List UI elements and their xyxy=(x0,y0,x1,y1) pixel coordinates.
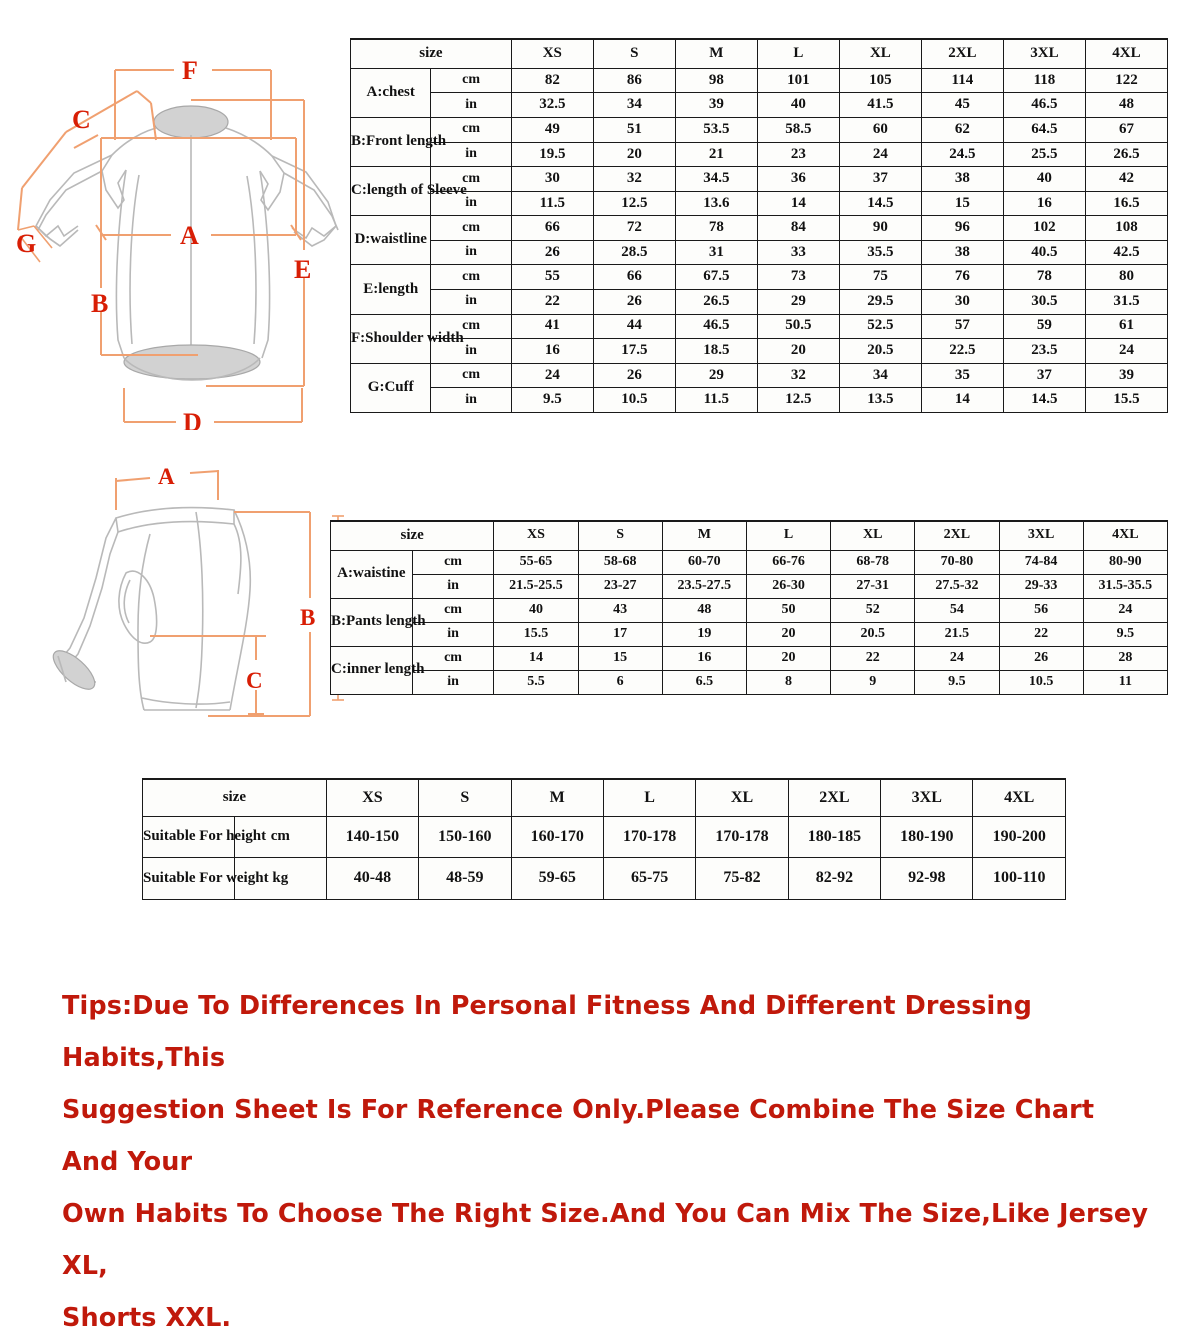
cell: 70-80 xyxy=(915,550,999,574)
cell: 32 xyxy=(757,363,839,388)
cell: 16.5 xyxy=(1085,191,1167,216)
cell: 43 xyxy=(578,598,662,622)
cell: 64.5 xyxy=(1003,118,1085,143)
shorts-letter-C: C xyxy=(246,668,263,693)
cell: 29-33 xyxy=(999,574,1083,598)
jersey-measurement-diagram xyxy=(6,40,351,430)
unit-in: in xyxy=(431,93,511,118)
cell: 45 xyxy=(921,93,1003,118)
cell: 24 xyxy=(511,363,593,388)
jersey-col-M: M xyxy=(675,39,757,68)
cell: 48 xyxy=(1085,93,1167,118)
table-row xyxy=(331,598,1168,622)
cell: 13.6 xyxy=(675,191,757,216)
cell: 16 xyxy=(511,339,593,364)
cell: 20.5 xyxy=(839,339,921,364)
cell: 108 xyxy=(1085,216,1167,241)
unit-in: in xyxy=(412,574,494,598)
cell: 90 xyxy=(839,216,921,241)
cell: 150-160 xyxy=(419,816,511,858)
cell: 26 xyxy=(593,289,675,314)
unit-kg: kg xyxy=(234,858,326,900)
table-header-row xyxy=(143,779,1066,816)
unit-in: in xyxy=(431,142,511,167)
cell: 67.5 xyxy=(675,265,757,290)
cell: 170-178 xyxy=(603,816,695,858)
table-row xyxy=(351,240,1168,265)
cell: 37 xyxy=(1003,363,1085,388)
table-header-row xyxy=(351,39,1168,68)
unit-cm: cm xyxy=(412,550,494,574)
table-row xyxy=(351,167,1168,192)
cell: 58.5 xyxy=(757,118,839,143)
cell: 57 xyxy=(921,314,1003,339)
cell: 40-48 xyxy=(326,858,418,900)
cell: 180-190 xyxy=(881,816,973,858)
cell: 20.5 xyxy=(831,622,915,646)
table-header-row xyxy=(331,521,1168,550)
unit-cm: cm xyxy=(412,646,494,670)
cell: 42 xyxy=(1085,167,1167,192)
cell: 22.5 xyxy=(921,339,1003,364)
shorts-row-label-1: B:Pants length xyxy=(331,598,413,646)
tips-line-2: Suggestion Sheet Is For Reference Only.Please Combine The Size Chart And Your xyxy=(62,1095,1095,1177)
cell: 82 xyxy=(511,68,593,93)
cell: 20 xyxy=(746,622,830,646)
unit-cm: cm xyxy=(412,598,494,622)
cell: 78 xyxy=(1003,265,1085,290)
guide-E xyxy=(191,100,304,386)
cell: 48 xyxy=(662,598,746,622)
cell: 68-78 xyxy=(831,550,915,574)
jersey-diagram-svg xyxy=(6,40,351,430)
cell: 24.5 xyxy=(921,142,1003,167)
cell: 25.5 xyxy=(1003,142,1085,167)
cell: 15.5 xyxy=(1085,388,1167,413)
cell: 38 xyxy=(921,240,1003,265)
cell: 37 xyxy=(839,167,921,192)
cell: 18.5 xyxy=(675,339,757,364)
cell: 22 xyxy=(511,289,593,314)
cell: 54 xyxy=(915,598,999,622)
jersey-row-label-6: G:Cuff xyxy=(351,363,431,412)
unit-in: in xyxy=(431,388,511,413)
cell: 49 xyxy=(511,118,593,143)
cell: 58-68 xyxy=(578,550,662,574)
tips-line-1: Tips:Due To Differences In Personal Fitness And Different Dressing Habits,This xyxy=(62,991,1032,1073)
cell: 6.5 xyxy=(662,670,746,694)
cell: 53.5 xyxy=(675,118,757,143)
cell: 14 xyxy=(494,646,578,670)
cell: 55 xyxy=(511,265,593,290)
body-size-header: size xyxy=(143,779,327,816)
shorts-col-XS: XS xyxy=(494,521,578,550)
cell: 5.5 xyxy=(494,670,578,694)
cell: 122 xyxy=(1085,68,1167,93)
jersey-col-S: S xyxy=(593,39,675,68)
cell: 65-75 xyxy=(603,858,695,900)
cell: 74-84 xyxy=(999,550,1083,574)
cell: 66-76 xyxy=(746,550,830,574)
cell: 80 xyxy=(1085,265,1167,290)
cell: 51 xyxy=(593,118,675,143)
shorts-size-table xyxy=(330,520,1168,695)
cell: 14.5 xyxy=(839,191,921,216)
cell: 26-30 xyxy=(746,574,830,598)
cell: 56 xyxy=(999,598,1083,622)
cell: 118 xyxy=(1003,68,1085,93)
cell: 16 xyxy=(662,646,746,670)
cell: 46.5 xyxy=(1003,93,1085,118)
cell: 17.5 xyxy=(593,339,675,364)
cell: 14.5 xyxy=(1003,388,1085,413)
cell: 40 xyxy=(494,598,578,622)
cell: 36 xyxy=(757,167,839,192)
table-row xyxy=(351,118,1168,143)
cell: 78 xyxy=(675,216,757,241)
cell: 40.5 xyxy=(1003,240,1085,265)
cell: 32.5 xyxy=(511,93,593,118)
unit-cm: cm xyxy=(431,363,511,388)
table-row xyxy=(351,191,1168,216)
shorts-size-header: size xyxy=(331,521,494,550)
cell: 14 xyxy=(757,191,839,216)
table-row xyxy=(351,93,1168,118)
cell: 9 xyxy=(831,670,915,694)
cell: 180-185 xyxy=(788,816,880,858)
cell: 114 xyxy=(921,68,1003,93)
cell: 66 xyxy=(511,216,593,241)
guide-B xyxy=(208,512,344,716)
unit-cm: cm xyxy=(431,265,511,290)
jersey-col-XS: XS xyxy=(511,39,593,68)
cell: 20 xyxy=(593,142,675,167)
body-col-2XL: 2XL xyxy=(788,779,880,816)
cell: 82-92 xyxy=(788,858,880,900)
cell: 9.5 xyxy=(511,388,593,413)
cell: 20 xyxy=(757,339,839,364)
cell: 16 xyxy=(1003,191,1085,216)
body-row-label-height: Suitable For height xyxy=(143,816,235,858)
cell: 10.5 xyxy=(999,670,1083,694)
cell: 26.5 xyxy=(675,289,757,314)
cell: 15 xyxy=(921,191,1003,216)
cell: 50 xyxy=(746,598,830,622)
cell: 31 xyxy=(675,240,757,265)
cell: 11.5 xyxy=(675,388,757,413)
cell: 31.5-35.5 xyxy=(1083,574,1167,598)
cell: 33 xyxy=(757,240,839,265)
unit-in: in xyxy=(431,289,511,314)
guide-B xyxy=(101,235,198,355)
body-col-L: L xyxy=(603,779,695,816)
cell: 52 xyxy=(831,598,915,622)
table-row xyxy=(351,216,1168,241)
cell: 9.5 xyxy=(915,670,999,694)
shorts-col-XL: XL xyxy=(831,521,915,550)
cell: 28.5 xyxy=(593,240,675,265)
jersey-letter-D: D xyxy=(183,408,202,430)
table-row xyxy=(351,314,1168,339)
guide-D xyxy=(124,388,302,422)
cell: 12.5 xyxy=(593,191,675,216)
cell: 46.5 xyxy=(675,314,757,339)
cell: 31.5 xyxy=(1085,289,1167,314)
cell: 19 xyxy=(662,622,746,646)
unit-in: in xyxy=(431,191,511,216)
table-row xyxy=(331,550,1168,574)
cell: 23.5-27.5 xyxy=(662,574,746,598)
cell: 8 xyxy=(746,670,830,694)
cell: 21 xyxy=(675,142,757,167)
cell: 29 xyxy=(757,289,839,314)
cell: 26.5 xyxy=(1085,142,1167,167)
cell: 10.5 xyxy=(593,388,675,413)
cell: 15 xyxy=(578,646,662,670)
cell: 11 xyxy=(1083,670,1167,694)
cell: 13.5 xyxy=(839,388,921,413)
shorts-col-3XL: 3XL xyxy=(999,521,1083,550)
table-row xyxy=(143,816,1066,858)
cell: 41.5 xyxy=(839,93,921,118)
unit-cm: cm xyxy=(431,314,511,339)
cell: 30 xyxy=(921,289,1003,314)
unit-in: in xyxy=(412,622,494,646)
cell: 26 xyxy=(999,646,1083,670)
body-col-M: M xyxy=(511,779,603,816)
cell: 19.5 xyxy=(511,142,593,167)
jersey-letter-A: A xyxy=(180,221,199,250)
table-row xyxy=(351,68,1168,93)
shorts-row-label-2: C:inner length xyxy=(331,646,413,694)
cell: 23 xyxy=(757,142,839,167)
table-row xyxy=(351,339,1168,364)
cell: 21.5 xyxy=(915,622,999,646)
unit-cm: cm xyxy=(431,118,511,143)
shorts-diagram-svg xyxy=(38,448,348,743)
cell: 9.5 xyxy=(1083,622,1167,646)
jersey-letter-E: E xyxy=(294,255,312,284)
cell: 76 xyxy=(921,265,1003,290)
jersey-letter-G: G xyxy=(16,229,37,258)
cell: 61 xyxy=(1085,314,1167,339)
table-row xyxy=(351,142,1168,167)
cell: 39 xyxy=(675,93,757,118)
cell: 30 xyxy=(511,167,593,192)
cell: 21.5-25.5 xyxy=(494,574,578,598)
cell: 34 xyxy=(593,93,675,118)
body-col-S: S xyxy=(419,779,511,816)
cell: 86 xyxy=(593,68,675,93)
cell: 15.5 xyxy=(494,622,578,646)
jersey-col-L: L xyxy=(757,39,839,68)
body-col-XL: XL xyxy=(696,779,788,816)
table-row xyxy=(351,388,1168,413)
cell: 48-59 xyxy=(419,858,511,900)
jersey-letter-F: F xyxy=(182,56,198,85)
cell: 27.5-32 xyxy=(915,574,999,598)
cell: 32 xyxy=(593,167,675,192)
shorts-measurement-diagram xyxy=(38,448,348,743)
unit-cm: cm xyxy=(431,167,511,192)
cell: 40 xyxy=(1003,167,1085,192)
shorts-col-2XL: 2XL xyxy=(915,521,999,550)
cell: 100-110 xyxy=(973,858,1066,900)
unit-cm: cm xyxy=(234,816,326,858)
unit-in: in xyxy=(412,670,494,694)
shorts-col-L: L xyxy=(746,521,830,550)
jersey-letter-B: B xyxy=(91,289,109,318)
cell: 98 xyxy=(675,68,757,93)
jersey-row-label-1: B:Front length xyxy=(351,118,431,167)
cell: 23-27 xyxy=(578,574,662,598)
cell: 26 xyxy=(593,363,675,388)
table-row xyxy=(351,265,1168,290)
cell: 190-200 xyxy=(973,816,1066,858)
cell: 6 xyxy=(578,670,662,694)
cell: 29.5 xyxy=(839,289,921,314)
cell: 80-90 xyxy=(1083,550,1167,574)
cell: 55-65 xyxy=(494,550,578,574)
shorts-letter-B: B xyxy=(300,605,316,630)
jersey-col-4XL: 4XL xyxy=(1085,39,1167,68)
cell: 96 xyxy=(921,216,1003,241)
cell: 102 xyxy=(1003,216,1085,241)
cell: 84 xyxy=(757,216,839,241)
cell: 27-31 xyxy=(831,574,915,598)
shorts-col-S: S xyxy=(578,521,662,550)
cell: 52.5 xyxy=(839,314,921,339)
cell: 160-170 xyxy=(511,816,603,858)
cell: 11.5 xyxy=(511,191,593,216)
cell: 17 xyxy=(578,622,662,646)
cell: 75 xyxy=(839,265,921,290)
cell: 34 xyxy=(839,363,921,388)
cell: 14 xyxy=(921,388,1003,413)
cell: 38 xyxy=(921,167,1003,192)
cell: 60-70 xyxy=(662,550,746,574)
cell: 35.5 xyxy=(839,240,921,265)
cell: 29 xyxy=(675,363,757,388)
unit-in: in xyxy=(431,339,511,364)
body-row-label-weight: Suitable For weight xyxy=(143,858,235,900)
cell: 22 xyxy=(999,622,1083,646)
cell: 39 xyxy=(1085,363,1167,388)
cell: 24 xyxy=(1085,339,1167,364)
jersey-letter-C: C xyxy=(72,105,91,134)
tips-line-4: Shorts XXL. xyxy=(62,1303,232,1333)
body-size-table xyxy=(142,778,1066,900)
tips-line-3: Own Habits To Choose The Right Size.And You Can Mix The Size,Like Jersey XL, xyxy=(62,1199,1149,1281)
jersey-size-header: size xyxy=(351,39,512,68)
cell: 50.5 xyxy=(757,314,839,339)
cell: 42.5 xyxy=(1085,240,1167,265)
unit-cm: cm xyxy=(431,216,511,241)
cell: 170-178 xyxy=(696,816,788,858)
cell: 40 xyxy=(757,93,839,118)
tips-block xyxy=(62,980,1152,1344)
unit-in: in xyxy=(431,240,511,265)
cell: 35 xyxy=(921,363,1003,388)
table-row xyxy=(331,670,1168,694)
cell: 105 xyxy=(839,68,921,93)
table-row xyxy=(331,622,1168,646)
body-col-4XL: 4XL xyxy=(973,779,1066,816)
cell: 72 xyxy=(593,216,675,241)
shorts-letter-A: A xyxy=(158,464,175,489)
table-row xyxy=(331,574,1168,598)
jersey-col-XL: XL xyxy=(839,39,921,68)
jersey-row-label-4: E:length xyxy=(351,265,431,314)
cell: 28 xyxy=(1083,646,1167,670)
shorts-col-M: M xyxy=(662,521,746,550)
cell: 20 xyxy=(746,646,830,670)
cell: 92-98 xyxy=(881,858,973,900)
cell: 24 xyxy=(915,646,999,670)
body-col-XS: XS xyxy=(326,779,418,816)
cell: 41 xyxy=(511,314,593,339)
jersey-col-2XL: 2XL xyxy=(921,39,1003,68)
cell: 75-82 xyxy=(696,858,788,900)
cell: 22 xyxy=(831,646,915,670)
cell: 140-150 xyxy=(326,816,418,858)
cell: 24 xyxy=(839,142,921,167)
jersey-size-table xyxy=(350,38,1168,413)
cell: 12.5 xyxy=(757,388,839,413)
table-row xyxy=(351,363,1168,388)
shorts-row-label-0: A:waistine xyxy=(331,550,413,598)
shorts-col-4XL: 4XL xyxy=(1083,521,1167,550)
cell: 26 xyxy=(511,240,593,265)
cell: 66 xyxy=(593,265,675,290)
cell: 59 xyxy=(1003,314,1085,339)
cell: 30.5 xyxy=(1003,289,1085,314)
body-col-3XL: 3XL xyxy=(881,779,973,816)
jersey-row-label-0: A:chest xyxy=(351,68,431,117)
jersey-row-label-2: C:length of Sleeve xyxy=(351,167,431,216)
cell: 73 xyxy=(757,265,839,290)
unit-cm: cm xyxy=(431,68,511,93)
table-row xyxy=(331,646,1168,670)
table-row xyxy=(143,858,1066,900)
cell: 23.5 xyxy=(1003,339,1085,364)
shorts-garment-outline xyxy=(47,508,250,710)
cell: 62 xyxy=(921,118,1003,143)
cell: 44 xyxy=(593,314,675,339)
cell: 67 xyxy=(1085,118,1167,143)
jersey-row-label-3: D:waistline xyxy=(351,216,431,265)
cell: 24 xyxy=(1083,598,1167,622)
jersey-row-label-5: F:Shoulder width xyxy=(351,314,431,363)
cell: 60 xyxy=(839,118,921,143)
table-row xyxy=(351,289,1168,314)
cell: 59-65 xyxy=(511,858,603,900)
jersey-col-3XL: 3XL xyxy=(1003,39,1085,68)
cell: 101 xyxy=(757,68,839,93)
cell: 34.5 xyxy=(675,167,757,192)
